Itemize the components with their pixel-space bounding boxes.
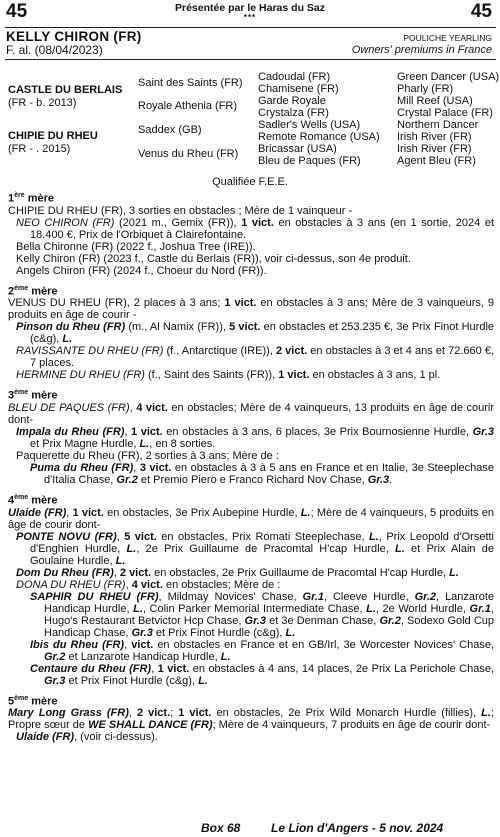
- pedigree-entry: Impala du Rheu (FR), 1 vict. en obstacles à 3 ans, 6 places, 3e Prix Bournosienne Hurdle, Gr.3 et Prix Magne Hurdle, L., en 8 sorties.: [16, 425, 494, 450]
- gen3-item: Bricassar (USA): [258, 143, 337, 155]
- gen4-item: Agent Bleu (FR): [397, 155, 476, 167]
- gen4-item: Mill Reef (USA): [397, 95, 473, 107]
- section-heading: 5ème mère: [8, 694, 58, 708]
- horse-type: POULICHE YEARLING: [403, 33, 492, 43]
- pedigree-entry: VENUS DU RHEU (FR), 2 places à 3 ans; 1 vict. en obstacles à 3 ans; Mère de 3 vainqueurs, 9 produits en âge de courir -: [8, 297, 495, 322]
- pedigree-entry: Pinson du Rheu (FR) (m., Al Namix (FR)), 5 vict. en obstacles et 253.235 €, 3e Prix Finot Hurdle (c&g), L.: [16, 321, 495, 346]
- pedigree-entry: SAPHIR DU RHEU (FR), Mildmay Novices' Chase, Gr.1, Cleeve Hurdle, Gr.2, Lanzarote Handicap Hurdle, L., Colin Parker Memorial Intermediate Chase, L., 2e World Hurdle, Gr.1, Hugo's Restaurant Betvictor Hcp Chase, Gr.3 et 3e Denman Chase, Gr.2, Sodexo Gold Cup Handicap Chase, Gr.3 et Prix Finot Hurdle (c&g), L.: [30, 590, 494, 639]
- horse-name: KELLY CHIRON (FR): [6, 29, 142, 44]
- gen4-item: Northern Dancer: [397, 119, 479, 131]
- gen4-item: Pharly (FR): [397, 83, 454, 95]
- pedigree-entry: Kelly Chiron (FR) (2023 f., Castle du Berlais (FR)), voir ci-dessus, son 4e produit.: [16, 252, 411, 265]
- header-rule: [5, 27, 496, 28]
- pedigree-entry: RAVISSANTE DU RHEU (FR) (f., Antarctique (IRE)), 2 vict. en obstacles à 3 et 4 ans et 72.660 €, 7 places.: [16, 345, 494, 370]
- stars: ***: [243, 13, 257, 22]
- dam-line: [8, 190, 494, 743]
- pedigree-entry: Angels Chiron (FR) (2024 f., Choeur du Nord (FR)).: [16, 264, 267, 277]
- lot-number-left: 45: [6, 1, 28, 22]
- gen3-item: Remote Romance (USA): [258, 131, 380, 143]
- box-number: Box 68: [201, 821, 241, 835]
- section-heading: 2ème mère: [8, 284, 58, 298]
- sale-event: Le Lion d'Angers - 5 nov. 2024: [271, 821, 444, 835]
- dam-name: CHIPIE DU RHEU: [8, 130, 98, 142]
- qualification: Qualifiée F.E.E.: [212, 176, 288, 188]
- pedigree-entry: Ibis du Rheu (FR), vict. en obstacles en France et en GB/Irl, 3e Worcester Novices' Chase, Gr.2 et Lanzarote Handicap Hurdle, L.: [30, 638, 495, 663]
- pedigree-entry: BLEU DE PAQUES (FR), 4 vict. en obstacles; Mère de 4 vainqueurs, 13 produits en âge de courir dont-: [8, 401, 495, 426]
- lot-number-right: 45: [470, 1, 492, 22]
- section-heading: 1ère mère: [8, 192, 54, 205]
- section-heading: 3ème mère: [8, 389, 58, 402]
- sire-name: CASTLE DU BERLAIS: [8, 84, 123, 96]
- pedigree-entry: Dom Du Rheu (FR), 2 vict. en obstacles, 2e Prix Guillaume de Pracomtal H'cap Hurdle, L.: [16, 566, 459, 579]
- gen2-item: Royale Athenia (FR): [138, 100, 238, 112]
- presented-by: Présentée par le Haras du Saz: [175, 2, 325, 14]
- gen4-item: Green Dancer (USA): [397, 71, 500, 83]
- pedigree-entry: Centaure du Rheu (FR), 1 vict. en obstacles à 4 ans, 14 places, 2e Prix La Perichole Chase, Gr.3 et Prix Finot Hurdle (c&g), L.: [30, 662, 494, 687]
- pedigree-entry: PONTE NOVU (FR), 5 vict. en obstacles, Prix Romati Steeplechase, L., Prix Leopold d'Orsetti d'Enghien Hurdle, L., 2e Prix Guillaume de Pracomtal H'cap Hurdle, L. et Prix Alain de Goulaine Hurdle, L.: [16, 530, 494, 567]
- gen3-item: Garde Royale: [258, 95, 326, 107]
- pedigree-entry: Ulaide (FR), 1 vict. en obstacles, 3e Prix Aubepine Hurdle, L.; Mère de 4 vainqueurs, 5 produits en âge de courir dont-: [8, 506, 494, 531]
- gen4-item: Crystal Palace (FR): [397, 107, 493, 119]
- pedigree-entry: Bella Chironne (FR) (2022 f., Joshua Tree (IRE)).: [16, 240, 256, 253]
- pedigree-entry: Paquerette du Rheu (FR), 2 sorties à 3 ans; Mère de :: [16, 449, 279, 462]
- section-heading: 4ème mère: [8, 493, 58, 507]
- pedigree-rule: [5, 59, 496, 60]
- sire-info: (FR - b. 2013): [8, 97, 77, 109]
- sex-birth: F. al. (08/04/2023): [6, 43, 103, 57]
- gen2-item: Venus du Rheu (FR): [138, 148, 239, 160]
- pedigree-entry: Ulaide (FR), (voir ci-dessus).: [16, 731, 158, 744]
- gen2-item: Saint des Saints (FR): [138, 77, 243, 89]
- gen3-item: Crystalza (FR): [258, 107, 329, 119]
- gen2-item: Saddex (GB): [138, 124, 202, 136]
- pedigree-entry: HERMINE DU RHEU (FR) (f., Saint des Saints (FR)), 1 vict. en obstacles à 3 ans, 1 pl.: [16, 369, 441, 382]
- gen3-item: Chamisene (FR): [258, 83, 339, 95]
- gen3-item: Bleu de Paques (FR): [258, 155, 361, 167]
- pedigree-entry: DONA DU RHEU (FR), 4 vict. en obstacles; Mère de :: [16, 578, 281, 591]
- owners-premiums: Owners' premiums in France: [351, 44, 492, 56]
- dam-info: (FR - . 2015): [8, 143, 71, 155]
- pedigree-entry: Mary Long Grass (FR), 2 vict.; 1 vict. en obstacles, 2e Prix Wild Monarch Hurdle (fillies), L.; Propre sœur de WE SHALL DANCE (FR); Mère de 4 vainqueurs, 7 produits en âge de courir dont-: [8, 707, 494, 732]
- gen4-item: Irish River (FR): [397, 143, 472, 155]
- gen4-item: Irish River (FR): [397, 131, 472, 143]
- pedigree-entry: Puma du Rheu (FR), 3 vict. en obstacles à 3 à 5 ans en France et en Italie, 3e Steeplechase d'Italia Chase, Gr.2 et Premio Piero e Franco Richard Nov Chase, Gr.3.: [30, 461, 494, 486]
- gen3-item: Sadler's Wells (USA): [258, 119, 361, 131]
- pedigree-entry: CHIPIE DU RHEU (FR), 3 sorties en obstacles ; Mère de 1 vainqueur -: [8, 204, 353, 217]
- pedigree-entry: NEO CHIRON (FR) (2021 m., Gemix (FR)), 1 vict. en obstacles à 3 ans (en 1 sortie, 2024 et 18.400 €, Prix de l'Orbiquet à Clairefontaine.: [16, 216, 495, 241]
- gen3-item: Cadoudal (FR): [258, 71, 331, 83]
